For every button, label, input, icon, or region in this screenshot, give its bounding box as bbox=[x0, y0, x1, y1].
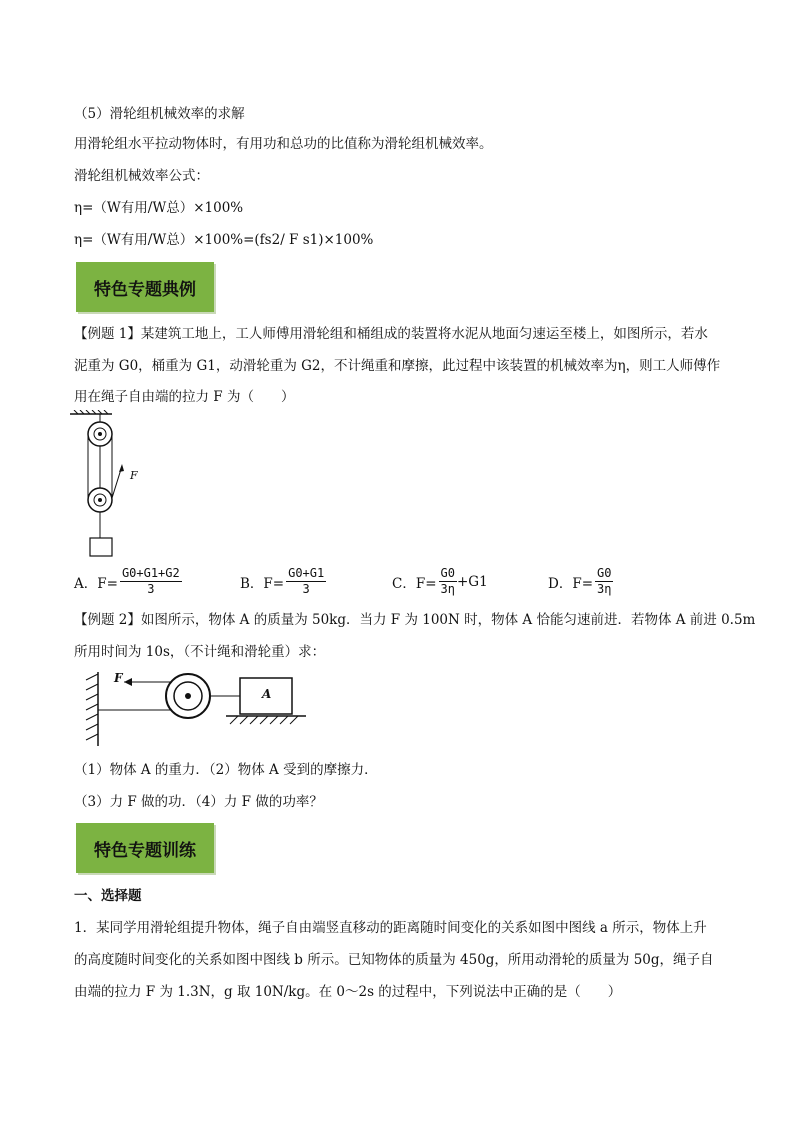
example2-questions-1: （1）物体 A 的重力．（2）物体 A 受到的摩擦力． bbox=[74, 762, 378, 778]
option-c-label: C．F= bbox=[392, 575, 437, 592]
figure2-block-label: A bbox=[262, 687, 272, 701]
example1-line3: 用在绳子自由端的拉力 F 为（ ） bbox=[74, 389, 295, 405]
formula-2: η=（W有用/W总）×100%=(fs2/ F s1)×100% bbox=[74, 232, 374, 248]
formula-1: η=（W有用/W总）×100% bbox=[74, 200, 244, 216]
exercise1-line1: 1．某同学用滑轮组提升物体，绳子自由端竖直移动的距离随时间变化的关系如图中图线 a 所示，物体上升 bbox=[74, 920, 707, 936]
option-d-label: D．F= bbox=[548, 575, 594, 592]
intro-text: 用滑轮组水平拉动物体时，有用功和总功的比值称为滑轮组机械效率。 bbox=[74, 136, 493, 152]
option-b-numerator: G0+G1 bbox=[288, 566, 325, 580]
option-c-denominator: 3η bbox=[440, 582, 455, 596]
example2-line1: 【例题 2】如图所示，物体 A 的质量为 50kg．当力 F 为 100N 时，物体 A 恰能匀速前进．若物体 A 前进 0.5m bbox=[74, 612, 756, 628]
option-a-label: A．F= bbox=[74, 575, 118, 592]
banner-training: 特色专题训练 bbox=[76, 823, 214, 873]
option-c-numerator: G0 bbox=[440, 566, 455, 580]
option-b[interactable] bbox=[240, 566, 326, 597]
option-b-label: B．F= bbox=[240, 575, 285, 592]
section-heading: （5）滑轮组机械效率的求解 bbox=[74, 106, 245, 122]
figure2-force-label: F bbox=[114, 671, 123, 685]
example2-line2: 所用时间为 10s，（不计绳和滑轮重）求： bbox=[74, 644, 326, 660]
exercise-section-title: 一、选择题 bbox=[74, 888, 142, 904]
banner-examples: 特色专题典例 bbox=[76, 262, 214, 312]
option-c-tail: +G1 bbox=[456, 573, 488, 590]
example2-questions-2: （3）力 F 做的功．（4）力 F 做的功率？ bbox=[74, 794, 323, 810]
option-a[interactable] bbox=[74, 566, 182, 597]
option-a-numerator: G0+G1+G2 bbox=[121, 566, 180, 580]
option-d-denominator: 3η bbox=[597, 582, 612, 596]
exercise1-line3: 由端的拉力 F 为 1.3N，g 取 10N/kg。在 0～2s 的过程中，下列说法中正确的是（ ） bbox=[74, 984, 622, 1000]
pulley-system-figure bbox=[70, 410, 150, 560]
exercise1-line2: 的高度随时间变化的关系如图中图线 b 所示。已知物体的质量为 450g，所用动滑轮的质量为 50g，绳子自 bbox=[74, 952, 714, 968]
option-d[interactable] bbox=[548, 566, 613, 597]
example1-line1: 【例题 1】某建筑工地上，工人师傅用滑轮组和桶组成的装置将水泥从地面匀速运至楼上，如图所示，若水 bbox=[74, 326, 708, 342]
option-c[interactable] bbox=[392, 566, 488, 597]
formula-title: 滑轮组机械效率公式： bbox=[74, 168, 209, 184]
option-a-denominator: 3 bbox=[147, 582, 155, 596]
example1-line2: 泥重为 G0，桶重为 G1，动滑轮重为 G2，不计绳重和摩擦，此过程中该装置的机械效率为η，则工人师傅作 bbox=[74, 358, 721, 374]
figure1-force-label: F bbox=[130, 469, 138, 482]
option-d-numerator: G0 bbox=[597, 566, 612, 580]
option-b-denominator: 3 bbox=[302, 582, 310, 596]
